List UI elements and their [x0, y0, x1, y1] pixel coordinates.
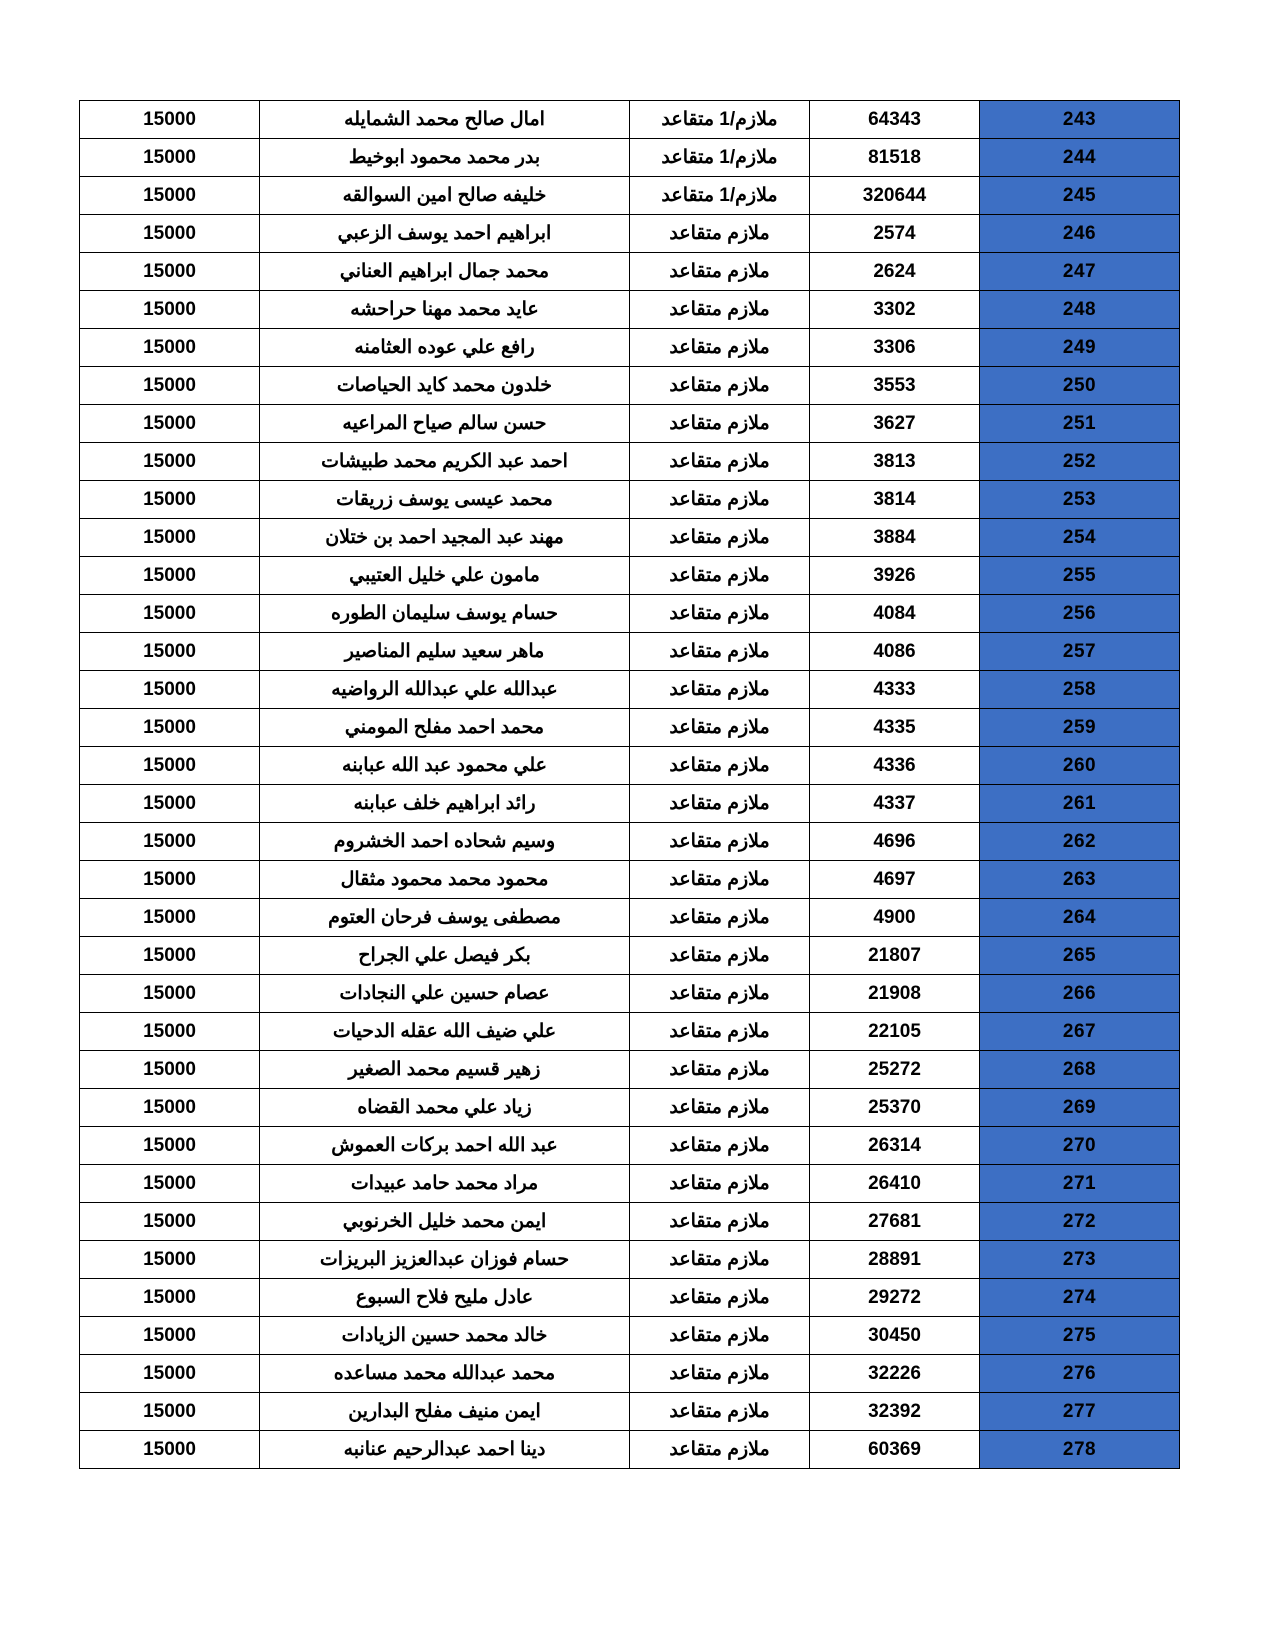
table-row — [80, 1279, 1180, 1317]
row-name: رافع علي عوده العثامنه — [260, 329, 630, 367]
row-index: 267 — [980, 1013, 1180, 1051]
row-id: 3926 — [810, 557, 980, 595]
table-row — [80, 975, 1180, 1013]
row-rank: ملازم/1 متقاعد — [630, 101, 810, 139]
row-amount: 15000 — [80, 1089, 260, 1127]
row-index: 266 — [980, 975, 1180, 1013]
table-row — [80, 329, 1180, 367]
row-index: 251 — [980, 405, 1180, 443]
row-rank: ملازم متقاعد — [630, 823, 810, 861]
row-rank: ملازم متقاعد — [630, 1393, 810, 1431]
row-index: 257 — [980, 633, 1180, 671]
row-index: 244 — [980, 139, 1180, 177]
row-index: 246 — [980, 215, 1180, 253]
row-amount: 15000 — [80, 1127, 260, 1165]
table-row — [80, 671, 1180, 709]
table-row — [80, 861, 1180, 899]
row-id: 3627 — [810, 405, 980, 443]
row-rank: ملازم متقاعد — [630, 671, 810, 709]
table-body — [80, 101, 1180, 1469]
table-row — [80, 1355, 1180, 1393]
row-name: محمد احمد مفلح المومني — [260, 709, 630, 747]
table-row — [80, 747, 1180, 785]
row-index: 261 — [980, 785, 1180, 823]
row-index: 271 — [980, 1165, 1180, 1203]
row-amount: 15000 — [80, 291, 260, 329]
row-amount: 15000 — [80, 899, 260, 937]
row-name: بكر فيصل علي الجراح — [260, 937, 630, 975]
row-amount: 15000 — [80, 861, 260, 899]
row-rank: ملازم متقاعد — [630, 1317, 810, 1355]
row-rank: ملازم متقاعد — [630, 595, 810, 633]
table-row — [80, 1203, 1180, 1241]
row-id: 22105 — [810, 1013, 980, 1051]
row-name: ماهر سعيد سليم المناصير — [260, 633, 630, 671]
row-name: دينا احمد عبدالرحيم عنانبه — [260, 1431, 630, 1469]
row-name: عايد محمد مهنا حراحشه — [260, 291, 630, 329]
row-index: 247 — [980, 253, 1180, 291]
row-index: 269 — [980, 1089, 1180, 1127]
row-name: حسام فوزان عبدالعزيز البريزات — [260, 1241, 630, 1279]
row-name: بدر محمد محمود ابوخيط — [260, 139, 630, 177]
row-amount: 15000 — [80, 1241, 260, 1279]
row-amount: 15000 — [80, 709, 260, 747]
retiree-payments-table — [79, 100, 1180, 1469]
row-rank: ملازم متقاعد — [630, 1013, 810, 1051]
row-index: 254 — [980, 519, 1180, 557]
table-row — [80, 367, 1180, 405]
table-row — [80, 1393, 1180, 1431]
row-id: 4335 — [810, 709, 980, 747]
row-id: 4337 — [810, 785, 980, 823]
row-index: 274 — [980, 1279, 1180, 1317]
row-id: 64343 — [810, 101, 980, 139]
row-name: حسام يوسف سليمان الطوره — [260, 595, 630, 633]
row-id: 2624 — [810, 253, 980, 291]
row-index: 273 — [980, 1241, 1180, 1279]
table-row — [80, 709, 1180, 747]
row-rank: ملازم/1 متقاعد — [630, 139, 810, 177]
row-id: 4696 — [810, 823, 980, 861]
row-index: 248 — [980, 291, 1180, 329]
row-index: 259 — [980, 709, 1180, 747]
table-row — [80, 443, 1180, 481]
row-id: 21908 — [810, 975, 980, 1013]
table-row — [80, 823, 1180, 861]
row-amount: 15000 — [80, 1013, 260, 1051]
row-rank: ملازم متقاعد — [630, 785, 810, 823]
row-name: وسيم شحاده احمد الخشروم — [260, 823, 630, 861]
row-id: 21807 — [810, 937, 980, 975]
row-index: 264 — [980, 899, 1180, 937]
row-name: مراد محمد حامد عبيدات — [260, 1165, 630, 1203]
row-index: 258 — [980, 671, 1180, 709]
row-id: 4333 — [810, 671, 980, 709]
row-rank: ملازم متقاعد — [630, 899, 810, 937]
row-amount: 15000 — [80, 1203, 260, 1241]
row-id: 26410 — [810, 1165, 980, 1203]
row-id: 4086 — [810, 633, 980, 671]
row-id: 4084 — [810, 595, 980, 633]
row-amount: 15000 — [80, 785, 260, 823]
row-amount: 15000 — [80, 177, 260, 215]
row-name: محمد عبدالله محمد مساعده — [260, 1355, 630, 1393]
table-row — [80, 1431, 1180, 1469]
row-amount: 15000 — [80, 595, 260, 633]
row-name: مصطفى يوسف فرحان العتوم — [260, 899, 630, 937]
row-rank: ملازم متقاعد — [630, 519, 810, 557]
row-amount: 15000 — [80, 975, 260, 1013]
row-name: زهير قسيم محمد الصغير — [260, 1051, 630, 1089]
row-rank: ملازم متقاعد — [630, 747, 810, 785]
row-name: احمد عبد الكريم محمد طبيشات — [260, 443, 630, 481]
row-amount: 15000 — [80, 329, 260, 367]
row-id: 3814 — [810, 481, 980, 519]
row-rank: ملازم متقاعد — [630, 481, 810, 519]
row-index: 265 — [980, 937, 1180, 975]
row-id: 81518 — [810, 139, 980, 177]
row-rank: ملازم متقاعد — [630, 443, 810, 481]
row-name: ايمن محمد خليل الخرنوبي — [260, 1203, 630, 1241]
row-amount: 15000 — [80, 1317, 260, 1355]
row-id: 4900 — [810, 899, 980, 937]
row-id: 28891 — [810, 1241, 980, 1279]
table-row — [80, 633, 1180, 671]
row-index: 250 — [980, 367, 1180, 405]
table-row — [80, 253, 1180, 291]
row-index: 276 — [980, 1355, 1180, 1393]
row-rank: ملازم متقاعد — [630, 329, 810, 367]
row-rank: ملازم متقاعد — [630, 937, 810, 975]
row-id: 3813 — [810, 443, 980, 481]
row-id: 30450 — [810, 1317, 980, 1355]
row-name: ابراهيم احمد يوسف الزعبي — [260, 215, 630, 253]
table-row — [80, 481, 1180, 519]
row-index: 278 — [980, 1431, 1180, 1469]
row-rank: ملازم متقاعد — [630, 1279, 810, 1317]
row-name: مهند عبد المجيد احمد بن ختلان — [260, 519, 630, 557]
row-amount: 15000 — [80, 823, 260, 861]
row-id: 32226 — [810, 1355, 980, 1393]
row-name: محمد جمال ابراهيم العناني — [260, 253, 630, 291]
row-name: حسن سالم صياح المراعيه — [260, 405, 630, 443]
row-index: 252 — [980, 443, 1180, 481]
row-id: 3553 — [810, 367, 980, 405]
table-row — [80, 1127, 1180, 1165]
row-id: 26314 — [810, 1127, 980, 1165]
row-id: 29272 — [810, 1279, 980, 1317]
row-id: 27681 — [810, 1203, 980, 1241]
row-index: 275 — [980, 1317, 1180, 1355]
table-row — [80, 595, 1180, 633]
table-row — [80, 557, 1180, 595]
row-rank: ملازم متقاعد — [630, 215, 810, 253]
table-row — [80, 937, 1180, 975]
row-rank: ملازم متقاعد — [630, 367, 810, 405]
row-amount: 15000 — [80, 519, 260, 557]
row-name: محمد عيسى يوسف زريقات — [260, 481, 630, 519]
row-rank: ملازم متقاعد — [630, 1051, 810, 1089]
table-row — [80, 177, 1180, 215]
row-amount: 15000 — [80, 101, 260, 139]
table-row — [80, 1165, 1180, 1203]
table-row — [80, 1089, 1180, 1127]
row-id: 25272 — [810, 1051, 980, 1089]
row-name: امال صالح محمد الشمايله — [260, 101, 630, 139]
row-amount: 15000 — [80, 1279, 260, 1317]
row-rank: ملازم متقاعد — [630, 1431, 810, 1469]
row-index: 245 — [980, 177, 1180, 215]
row-index: 277 — [980, 1393, 1180, 1431]
row-rank: ملازم متقاعد — [630, 709, 810, 747]
row-rank: ملازم متقاعد — [630, 253, 810, 291]
table-row — [80, 1241, 1180, 1279]
row-id: 60369 — [810, 1431, 980, 1469]
row-rank: ملازم متقاعد — [630, 861, 810, 899]
table-row — [80, 1317, 1180, 1355]
row-name: رائد ابراهيم خلف عبابنه — [260, 785, 630, 823]
row-id: 4697 — [810, 861, 980, 899]
row-rank: ملازم متقاعد — [630, 1089, 810, 1127]
table-row — [80, 405, 1180, 443]
table-row — [80, 1013, 1180, 1051]
row-amount: 15000 — [80, 1431, 260, 1469]
row-amount: 15000 — [80, 405, 260, 443]
row-name: عبدالله علي عبدالله الرواضيه — [260, 671, 630, 709]
row-index: 272 — [980, 1203, 1180, 1241]
row-id: 320644 — [810, 177, 980, 215]
row-name: ايمن منيف مفلح البدارين — [260, 1393, 630, 1431]
row-amount: 15000 — [80, 1051, 260, 1089]
row-id: 25370 — [810, 1089, 980, 1127]
row-id: 3306 — [810, 329, 980, 367]
row-name: خالد محمد حسين الزيادات — [260, 1317, 630, 1355]
row-name: محمود محمد محمود مثقال — [260, 861, 630, 899]
row-rank: ملازم متقاعد — [630, 1241, 810, 1279]
row-index: 260 — [980, 747, 1180, 785]
row-id: 32392 — [810, 1393, 980, 1431]
row-rank: ملازم متقاعد — [630, 1203, 810, 1241]
row-amount: 15000 — [80, 1355, 260, 1393]
row-amount: 15000 — [80, 481, 260, 519]
row-index: 243 — [980, 101, 1180, 139]
row-index: 256 — [980, 595, 1180, 633]
row-rank: ملازم متقاعد — [630, 633, 810, 671]
row-rank: ملازم متقاعد — [630, 557, 810, 595]
row-name: عصام حسين علي النجادات — [260, 975, 630, 1013]
table-row — [80, 899, 1180, 937]
row-amount: 15000 — [80, 671, 260, 709]
table-row — [80, 139, 1180, 177]
row-rank: ملازم متقاعد — [630, 1165, 810, 1203]
row-amount: 15000 — [80, 215, 260, 253]
row-id: 3302 — [810, 291, 980, 329]
row-index: 253 — [980, 481, 1180, 519]
row-amount: 15000 — [80, 1393, 260, 1431]
row-name: خلدون محمد كايد الحياصات — [260, 367, 630, 405]
table-row — [80, 215, 1180, 253]
row-name: علي ضيف الله عقله الدحيات — [260, 1013, 630, 1051]
row-index: 263 — [980, 861, 1180, 899]
row-amount: 15000 — [80, 139, 260, 177]
row-rank: ملازم متقاعد — [630, 405, 810, 443]
row-rank: ملازم متقاعد — [630, 975, 810, 1013]
table-row — [80, 101, 1180, 139]
row-id: 4336 — [810, 747, 980, 785]
row-index: 268 — [980, 1051, 1180, 1089]
row-rank: ملازم متقاعد — [630, 1127, 810, 1165]
row-name: خليفه صالح امين السوالقه — [260, 177, 630, 215]
row-rank: ملازم/1 متقاعد — [630, 177, 810, 215]
row-index: 270 — [980, 1127, 1180, 1165]
row-amount: 15000 — [80, 937, 260, 975]
row-name: مامون علي خليل العتيبي — [260, 557, 630, 595]
row-rank: ملازم متقاعد — [630, 291, 810, 329]
row-name: عادل مليح فلاح السبوع — [260, 1279, 630, 1317]
row-amount: 15000 — [80, 557, 260, 595]
row-name: عبد الله احمد بركات العموش — [260, 1127, 630, 1165]
table-row — [80, 519, 1180, 557]
table-row — [80, 1051, 1180, 1089]
row-id: 3884 — [810, 519, 980, 557]
row-index: 249 — [980, 329, 1180, 367]
row-amount: 15000 — [80, 1165, 260, 1203]
row-amount: 15000 — [80, 633, 260, 671]
row-index: 262 — [980, 823, 1180, 861]
row-amount: 15000 — [80, 747, 260, 785]
row-index: 255 — [980, 557, 1180, 595]
row-name: زياد علي محمد القضاه — [260, 1089, 630, 1127]
table-row — [80, 291, 1180, 329]
row-amount: 15000 — [80, 367, 260, 405]
row-rank: ملازم متقاعد — [630, 1355, 810, 1393]
row-amount: 15000 — [80, 443, 260, 481]
row-name: علي محمود عبد الله عبابنه — [260, 747, 630, 785]
table-row — [80, 785, 1180, 823]
row-id: 2574 — [810, 215, 980, 253]
row-amount: 15000 — [80, 253, 260, 291]
